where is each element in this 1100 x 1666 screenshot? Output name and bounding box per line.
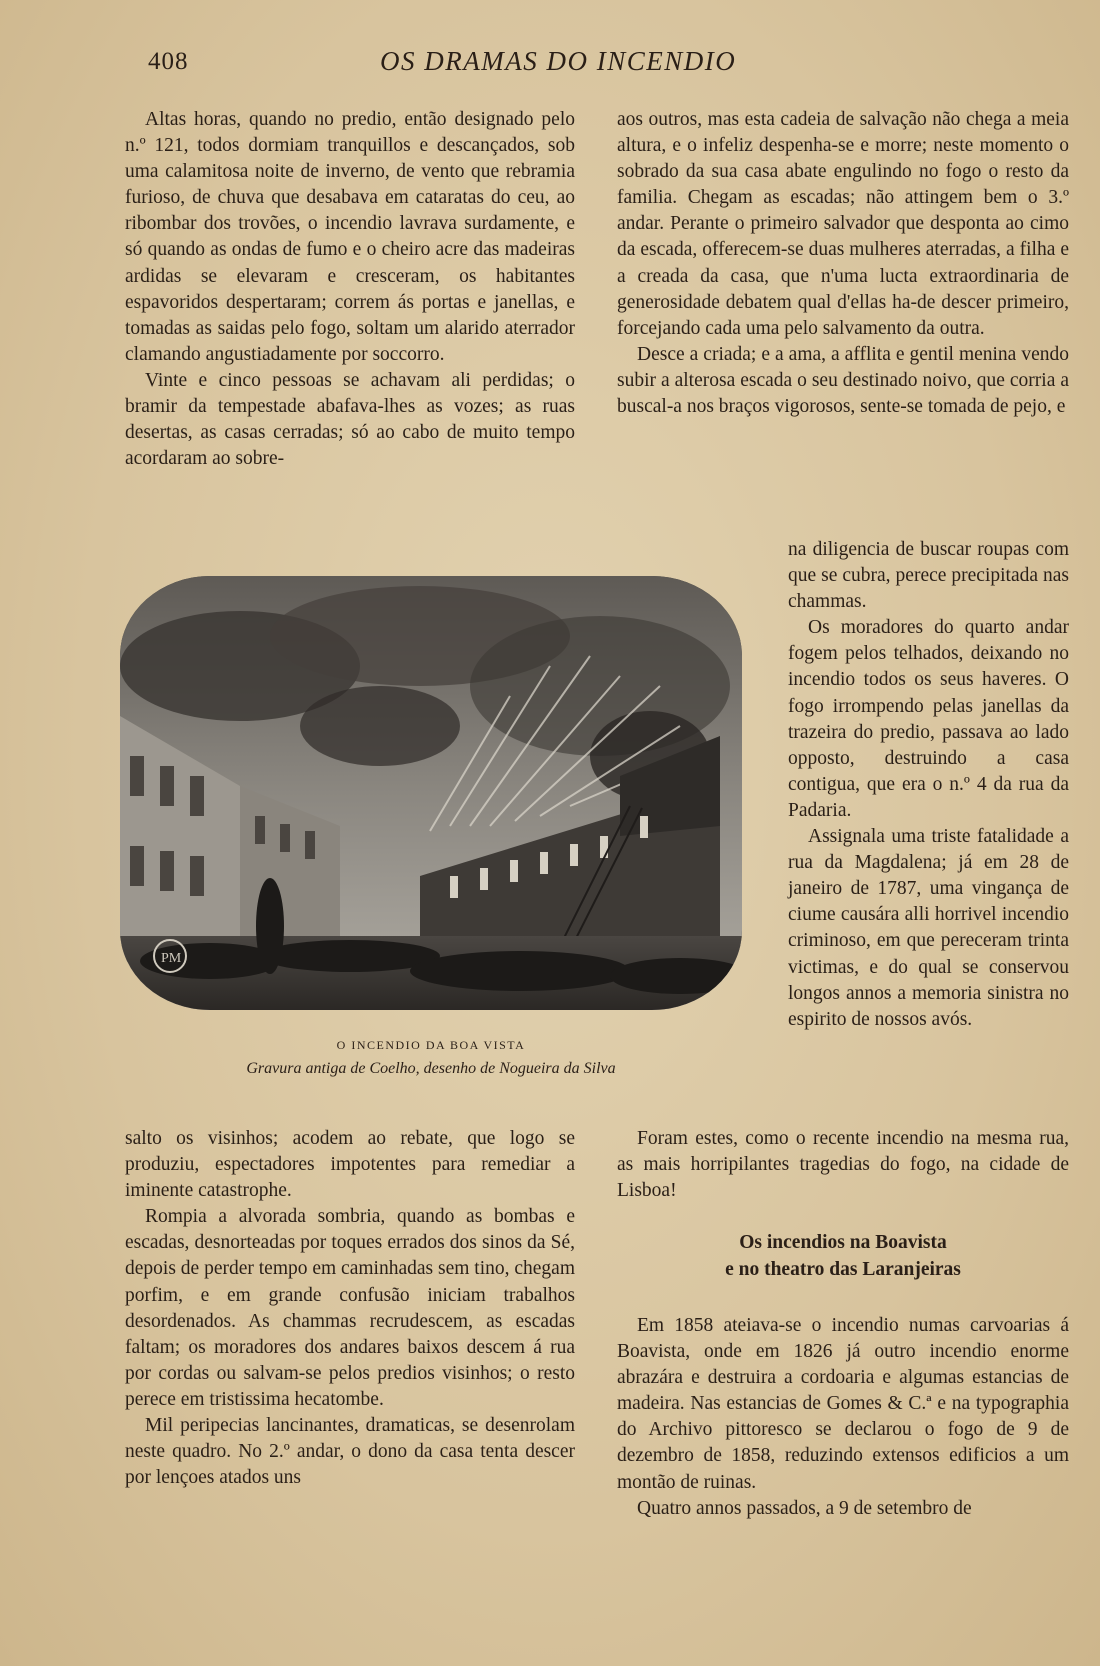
paragraph: Os moradores do quarto andar fogem pelos telhados, deixando no incendio todos os seus haveres. O fogo irrompendo pelas janellas da trazeira do predio, passava ao lado opposto, destruindo a casa contigua, que era o n.º 4 da rua da Padaria. (788, 617, 1069, 821)
svg-text:PM: PM (161, 951, 182, 966)
page-number: 408 (148, 48, 189, 75)
paragraph: Desce a criada; e a ama, a afflita e gentil menina vendo subir a alterosa escada o seu destinado noivo, que corria a buscal-a nos braços vigorosos, sente-se tomada de pejo, e (617, 343, 1069, 418)
section-heading-line: e no theatro das Laranjeiras (725, 1259, 961, 1280)
paragraph: Foram estes, como o recente incendio na mesma rua, as mais horripilantes tragedias do fogo, na cidade de Lisboa! (617, 1128, 1069, 1202)
running-title: OS DRAMAS DO INCENDIO (380, 46, 737, 76)
paragraph: Rompia a alvorada sombria, quando as bombas e escadas, desnorteadas por toques errados dos sinos da Sé, depois de perder tempo em caminhadas sem tino, chegam porfim, e em grande confusão iniciam trabalhos desordenados. As chammas recrudescem, as escadas faltam; os moradores dos andares baixos descem á rua por cordas ou salvam-se pelos predios visinhos; o resto perece em tristissima hecatombe. (125, 1206, 575, 1410)
paragraph: na diligencia de buscar roupas com que se cubra, perece precipitada nas chammas. (788, 539, 1069, 613)
paragraph: aos outros, mas esta cadeia de salvação não chega a meia altura, e o infeliz despenha-se e morre; neste momento o sobrado da sua casa abate engulindo no fogo o resto da familia. Chegam as escadas; não attingem bem o 3.º andar. Perante o primeiro salvador que desponta ao cimo da escada, offerecem-se duas mulheres aterradas, a filha e a creada da casa, que n'uma lucta extraordinaria de generosidade debatem qual d'ellas ha-de descer primeiro, forcejando cada uma pelo salvamento da outra. (617, 109, 1069, 339)
paragraph: Em 1858 ateiava-se o incendio numas carvoarias á Boavista, onde em 1826 já outro incendio enorme abrazára e destruira a cordoaria e algumas estancias de madeira. Nas estancias de Gomes & C.ª e na typographia do Archivo pittoresco se declarou o fogo de 9 de dezembro de 1858, reduzindo extensos edificios a um montão de ruinas. (617, 1315, 1069, 1493)
figure-caption-credit: Gravura antiga de Coelho, desenho de Nogueira da Silva (246, 1060, 616, 1077)
right-column-top (617, 107, 1069, 420)
figure-caption-title: O INCENDIO DA BOA VISTA (336, 1038, 526, 1052)
paragraph: Altas horas, quando no predio, então designado pelo n.º 121, todos dormiam tranquillos e descançados, sob uma calamitosa noite de inverno, de vento que rebramia furioso, de chuva que desabava em cataratas do ceu, ao ribombar dos trovões, o incendio lavrava surdamente, e só quando as ondas de fumo e o cheiro acre das madeiras ardidas se elevaram e cresceram, os habitantes espavoridos despertaram; correm ás portas e janellas, e tomadas as saidas pelo fogo, soltam um alarido aterrador clamando angustiadamente por soccorro. (125, 109, 575, 365)
paragraph: salto os visinhos; acodem ao rebate, que logo se produziu, espectadores impotentes para remediar a iminente catastrophe. (125, 1128, 575, 1202)
right-column-mid (617, 1126, 1069, 1204)
left-column-bottom (125, 1126, 575, 1491)
section-heading-line: Os incendios na Boavista (739, 1232, 947, 1253)
section-heading (617, 1229, 1069, 1283)
paragraph: Quatro annos passados, a 9 de setembro de (637, 1497, 972, 1519)
fire-engraving-image (120, 576, 742, 1010)
right-column-bottom (617, 1313, 1069, 1522)
right-narrow-column (788, 537, 1069, 1033)
engraving-illustration (120, 576, 742, 1010)
paragraph: Assignala uma triste fatalidade a rua da Magdalena; já em 28 de janeiro de 1787, uma vingança de ciume causára alli horrivel incendio criminoso, em que pereceram trinta victimas, e do qual se conservou longos annos a memoria sinistra no espirito de nossos avós. (788, 826, 1069, 1030)
paragraph: Vinte e cinco pessoas se achavam ali perdidas; o bramir da tempestade abafava-lhes as vozes; as ruas desertas, as casas cerradas; só ao cabo de muito tempo acordaram ao sobre- (125, 369, 575, 470)
left-column-top (125, 107, 575, 472)
paragraph: Mil peripecias lancinantes, dramaticas, se desenrolam neste quadro. No 2.º andar, o dono da casa tenta descer por lençoes atados uns (125, 1415, 575, 1489)
